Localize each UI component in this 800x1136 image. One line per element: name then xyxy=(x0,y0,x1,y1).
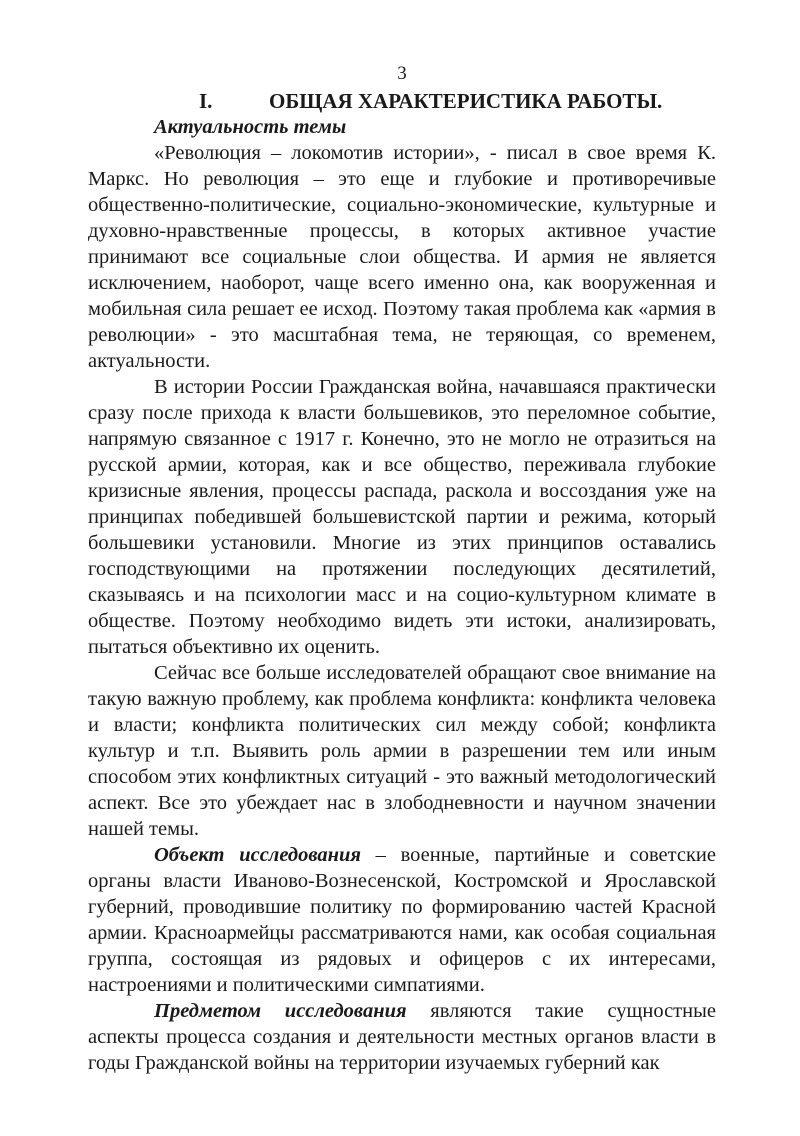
chapter-title xyxy=(88,88,716,114)
paragraph-3: Сейчас все больше исследователей обращают свое внимание на такую важную проблему, как проблема конфликта: конфликта человека и власти; конфликта политических сил между собой; конфликта культур и т.п. Выявить роль армии в разрешении тем или иным способом этих конфликтных ситуаций - это важный методологический аспект. Все это убеждает нас в злободневности и научном значении нашей темы. xyxy=(88,662,716,840)
chapter-number: I. xyxy=(199,89,213,113)
section-heading-relevance: Актуальность темы xyxy=(154,116,347,138)
page-number: 3 xyxy=(397,63,407,84)
subject-text: являются такие сущностные аспекты процесса создания и деятельности местных органов власти в годы Гражданской войны на территории изучаемых губерний как xyxy=(88,1000,716,1074)
paragraph-2: В истории России Гражданская война, начавшаяся практически сразу после прихода к власти большевиков, это переломное событие, напрямую связанное с 1917 г. Конечно, это не могло не отразиться на русской армии, которая, как и все общество, переживала глубокие кризисные явления, процессы распада, раскола и воссоздания уже на принципах победившей большевистской партии и режима, который большевики установили. Многие из этих принципов оставались господствующими на протяжении последующих десятилетий, сказываясь и на психологии масс и на социо-культурном климате в обществе. Поэтому необходимо видеть эти истоки, анализировать, пытаться объективно их оценить. xyxy=(88,376,716,658)
paragraph-1: «Революция – локомотив истории», - писал в свое время К. Маркс. Но революция – это еще и глубокие и противоречивые общественно-политические, социально-экономические, культурные и духовно-нравственные процессы, в которых активное участие принимают все социальные слои общества. И армия не является исключением, наоборот, чаще всего именно она, как вооруженная и мобильная сила решает ее исход. Поэтому такая проблема как «армия в революции» - это масштабная тема, не теряющая, со временем, актуальности. xyxy=(88,142,716,372)
paragraph-subject xyxy=(88,998,716,1076)
document-page xyxy=(88,62,716,1076)
chapter-title-text: ОБЩАЯ ХАРАКТЕРИСТИКА РАБОТЫ. xyxy=(269,89,663,113)
object-term: Объект исследования xyxy=(154,844,361,866)
object-text: – военные, партийные и советские органы власти Иваново-Вознесенской, Костромской и Ярославской губерний, проводившие политику по формированию частей Красной армии. Красноармейцы рассматриваются нами, как особая социальная группа, состоящая из рядовых и офицеров с их интересами, настроениями и политическими симпатиями. xyxy=(88,844,716,996)
subject-term: Предметом исследования xyxy=(154,1000,407,1022)
paragraph-object xyxy=(88,842,716,998)
